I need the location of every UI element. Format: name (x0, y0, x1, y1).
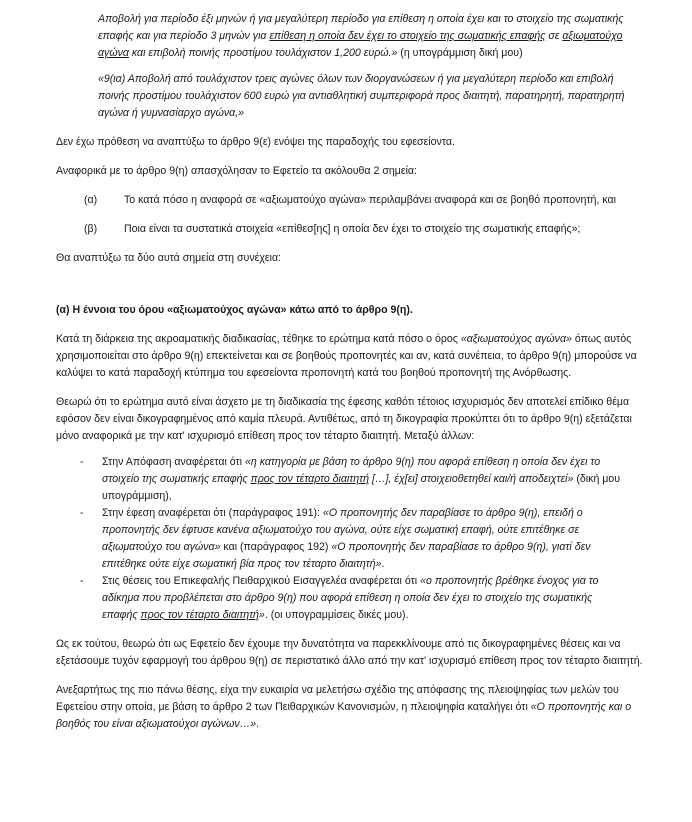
bullet-span: Στην Απόφαση αναφέρεται ότι (102, 456, 245, 468)
paragraph-italic: «Ο προπονητής και ο βοηθός του είναι αξιωματούχοι αγώνων…» (56, 701, 632, 730)
bullet-span: Στην έφεση αναφέρεται ότι (παράγραφος 191): (102, 507, 323, 519)
bullet-span: και (παράγραφος 192) (220, 541, 332, 553)
quote-article-9ia: «9(ια) Αποβολή από τουλάχιστον τρεις αγώνες όλων των διοργανώσεων ή για μεγαλύτερη περίοδο και επιβολή ποινής προστίμου τουλάχιστον 600 ευρώ για αντιαθλητική συμπεριφορά προς διαιτητή, παρατηρητή, παρατηρητή αγώνα ή γυμνασίαρχο αγώνα,» (98, 73, 625, 119)
paragraph-text: . (256, 718, 260, 730)
list-item-label: (β) (84, 223, 98, 235)
bullet-span: Στις θέσεις του Επικεφαλής Πειθαρχικού Εισαγγελέα αναφέρεται ότι (102, 575, 421, 587)
paragraph-hearing (56, 331, 652, 382)
paragraph-9e-note: Δεν έχω πρόθεση να αναπτύξω το άρθρο 9(ε) ενόψει της παραδοχής του εφεσείοντα. (56, 136, 455, 148)
quote-text: σε (545, 30, 563, 42)
bullet-span: (δική μου υπογράμμιση), (102, 473, 621, 502)
paragraph-conclusion: Ως εκ τούτου, θεωρώ ότι ως Εφετείο δεν έχουμε την δυνατότητα να παρεκκλίνουμε από τις δικογραφημένες θέσεις και να εξετάσουμε τυχόν εφαρμογή του άρθρου 9(η) σε περιστατικό άλλο από την κατ' ισχυρισμό επίθεση προς τον τέταρτο διαιτητή. (56, 638, 643, 667)
bullet-text (102, 454, 652, 505)
quote-underline: αξιωματούχο αγώνα (98, 30, 623, 59)
list-item-text: Το κατά πόσο η αναφορά σε «αξιωματούχο αγώνα» περιλαμβάνει αναφορά και σε βοηθό προπονητή, και (124, 194, 616, 206)
list-item-text: Ποια είναι τα συστατικά στοιχεία «επίθεσ[ης] η οποία δεν έχει το στοιχείο της σωματικής επαφής»; (124, 223, 581, 235)
list-item (56, 221, 652, 238)
quote-underline: επίθεση η οποία δεν έχει το στοιχείο της σωματικής επαφής (269, 30, 546, 42)
bullet-italic: «η κατηγορία με βάση το άρθρο 9(η) που αφορά επίθεση η οποία δεν έχει το στοιχείο της σωματικής επαφής (102, 456, 601, 485)
bullet-item (56, 573, 652, 624)
quote-text: Αποβολή για περίοδο έξι μηνών ή για μεγαλύτερη περίοδο για επίθεση η οποία έχει και το στοιχείο της σωματικής επαφής και για περίοδο 3 μηνών για (98, 13, 624, 42)
bullet-item (56, 454, 652, 505)
bullet-text (102, 573, 652, 624)
bullet-dash: - (80, 456, 84, 468)
quote-text: και επιβολή ποινής προστίμου τουλάχιστον 1,200 ευρώ.» (128, 47, 398, 59)
bullet-span: . (381, 558, 385, 570)
list-item (56, 192, 652, 209)
bullet-span: . (οι υπογραμμίσεις δικές μου). (264, 609, 409, 621)
paragraph-points-intro: Αναφορικά με το άρθρο 9(η) απασχόλησαν το Εφετείο τα ακόλουθα 2 σημεία: (56, 165, 418, 177)
bullet-dash: - (80, 575, 84, 587)
bullet-italic: «Ο προπονητής δεν παραβίασε το άρθρο 9(η), γιατί δεν επιτέθηκε ούτε είχε σωματική βία προς τον τέταρτο διαιτητή» (102, 541, 591, 570)
bullet-underline: προς τον τέταρτο διαιτητή (250, 473, 369, 485)
paragraph-text: Ανεξαρτήτως της πιο πάνω θέσης, είχα την ευκαιρία να μελετήσω σχέδιο της απόφασης της πλειοψηφίας των μελών του Εφετείου στην οποία, με βάση το άρθρο 2 των Πειθαρχικών Κανονισμών, η πλειοψηφία καταλήγει ότι (56, 684, 619, 713)
bullet-text (102, 505, 652, 573)
paragraph-majority (56, 682, 652, 733)
section-heading: (α) Η έννοια του όρου «αξιωματούχος αγώνα» κάτω από το άρθρο 9(η). (56, 304, 413, 316)
quote-article-9e (56, 11, 652, 62)
quote-note: (η υπογράμμιση δική μου) (397, 47, 523, 59)
paragraph-irrelevance: Θεωρώ ότι το ερώτημα αυτό είναι άσχετο με τη διαδικασία της έφεσης καθότι τέτοιος ισχυρισμός δεν αποτελεί επίδικο θέμα εφόσον δεν είναι δικογραφημένος από καμία πλευρά. Αντιθέτως, από τη δικογραφία προκύπτει ότι το άρθρο 9(η) εξετάζεται μόνο αναφορικά με την κατ' ισχυρισμό επίθεση προς τον τέταρτο διαιτητή. Μεταξύ άλλων: (56, 396, 632, 442)
bullet-italic: «ο προπονητής βρέθηκε ένοχος για το αδίκημα που προβλέπεται στο άρθρο 9(η) που αφορά επίθεση η οποία δεν έχει το στοιχείο της σωματικής επαφής (102, 575, 599, 621)
paragraph-italic: «αξιωματούχος αγώνα» (460, 333, 572, 345)
bullet-italic: «Ο προπονητής δεν παραβίασε το άρθρο 9(η), επειδή ο προπονητής δεν έφτυσε κανένα αξιωματούχο του αγώνα, ούτε είχε σωματική επαφή, ούτε επιτέθηκε σε αξιωματούχο του αγώνα» (102, 507, 583, 553)
bullet-underline: προς τον τέταρτο διαιτητή (140, 609, 259, 621)
list-item-label: (α) (84, 194, 98, 206)
bullet-italic: » (258, 609, 265, 621)
bullet-item (56, 505, 652, 573)
paragraph-continuation: Θα αναπτύξω τα δύο αυτά σημεία στη συνέχεια: (56, 252, 282, 264)
bullet-dash: - (80, 507, 84, 519)
bullet-italic: […], έχ[ει] στοιχειοθετηθεί και/ή αποδειχτεί» (369, 473, 574, 485)
paragraph-text: όπως αυτός χρησιμοποιείται στο άρθρο 9(η) επεκτείνεται και σε βοηθούς προπονητές και αν, κατά συνέπεια, το άρθρο 9(η) μπορούσε να καλύψει το κατά παραδοχή κτύπημα του εφεσείοντα προπονητή κατά του βοηθού προπονητή της Ανόρθωσης. (56, 333, 637, 379)
paragraph-text: Κατά τη διάρκεια της ακροαματικής διαδικασίας, τέθηκε το ερώτημα κατά πόσο ο όρος (56, 333, 461, 345)
